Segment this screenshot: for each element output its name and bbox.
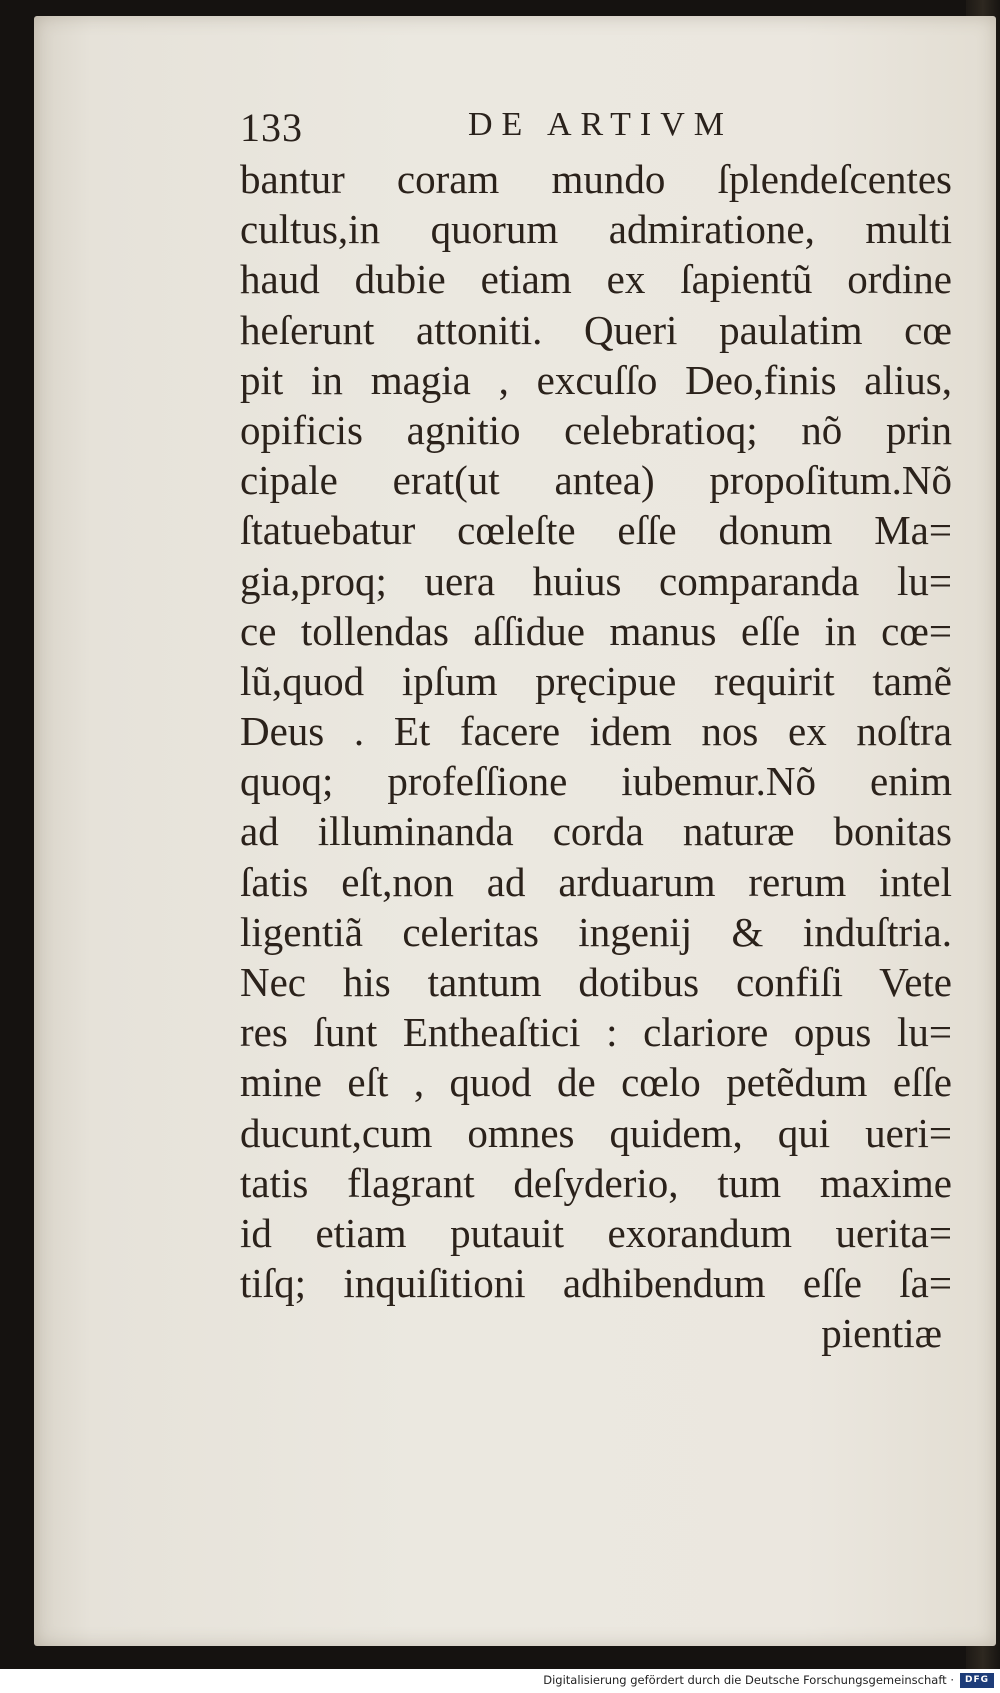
running-head: DE ARTIVM (468, 106, 734, 143)
text-line: res ſunt Entheaſtici : clariore opus lu= (240, 1009, 952, 1056)
text-line: ſtatuebatur cœleſte eſſe donum Ma= (240, 507, 952, 554)
text-line: cipale erat(ut antea) propoſitum.Nõ (240, 457, 952, 504)
text-line: opificis agnitio celebratioq; nõ prin (240, 406, 952, 453)
text-line: ce tollendas aſſidue manus eſſe in cœ= (240, 607, 952, 654)
text-line: heſerunt attoniti. Queri paulatim cœ (240, 306, 952, 353)
text-line: ligentiã celeritas ingenij & induſtria. (240, 908, 952, 955)
text-line: ducunt,cum omnes quidem, qui ueri= (240, 1109, 952, 1156)
text-line: Deus . Et facere idem nos ex noſtra (240, 708, 952, 755)
text-line: lũ,quod ipſum pręcipue requirit tamẽ (240, 657, 952, 704)
text-line: gia,proq; uera huius comparanda lu= (240, 557, 952, 604)
page-header (240, 104, 960, 148)
text-line: ad illuminanda corda naturæ bonitas (240, 808, 952, 855)
text-line: ſatis eſt,non ad arduarum rerum intel (240, 858, 952, 905)
text-line: tiſq; inquiſitioni adhibendum eſſe ſa= (240, 1260, 952, 1307)
catchword: pientiæ (821, 1310, 942, 1357)
text-line: quoq; profeſſione iubemur.Nõ enim (240, 758, 952, 805)
text-line: cultus,in quorum admiratione, multi (240, 206, 952, 253)
text-line: pit in magia , excuſſo Deo,finis alius, (240, 356, 952, 403)
text-line: haud dubie etiam ex ſapientũ ordine (240, 256, 952, 303)
page-number: 133 (240, 105, 303, 150)
text-line: id etiam putauit exorandum uerita= (240, 1209, 952, 1256)
text-line: Nec his tantum dotibus confiſi Vete (240, 959, 952, 1005)
digitization-footer (0, 1669, 1000, 1693)
text-line: mine eſt , quod de cœlo petẽdum eſſe (240, 1059, 952, 1106)
body-text (240, 154, 952, 1359)
funding-credit: Digitalisierung gefördert durch die Deutsche Forschungsgemeinschaft · (543, 1673, 954, 1687)
dfg-logo: DFG (960, 1673, 994, 1688)
text-line: bantur coram mundo ſplendeſcentes (240, 156, 952, 202)
text-line: tatis flagrant deſyderio, tum maxime (240, 1159, 952, 1206)
